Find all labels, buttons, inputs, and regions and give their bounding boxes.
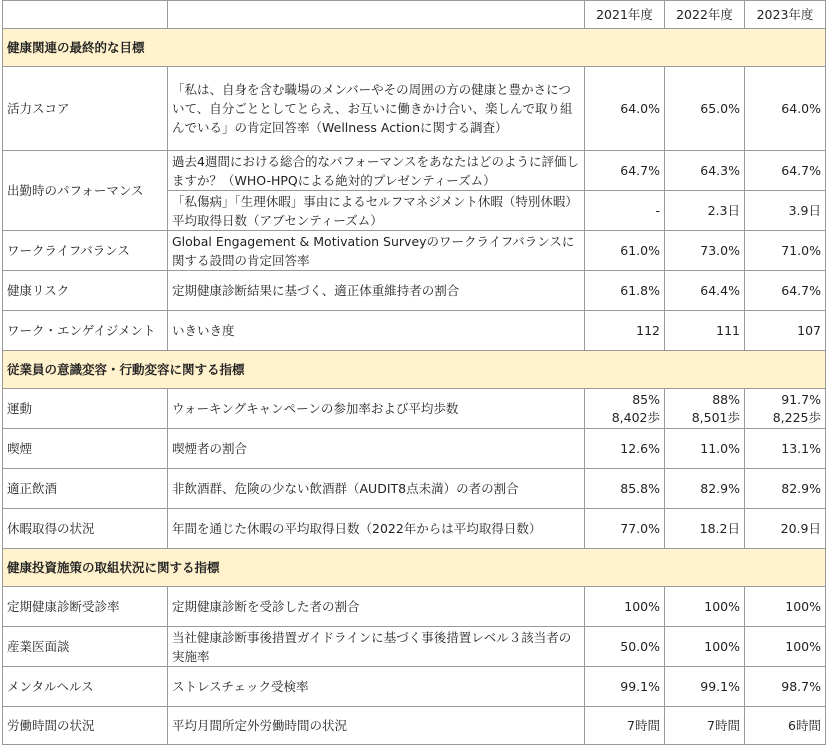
row-value xyxy=(745,389,826,429)
table-row xyxy=(3,271,826,311)
row-description: 非飲酒群、危険の少ない飲酒群（AUDIT8点未満）の者の割合 xyxy=(168,469,585,509)
row-value: 64.7% xyxy=(745,151,826,191)
row-description: Global Engagement & Motivation Surveyのワークライフバランスに関する設問の肯定回答率 xyxy=(168,231,585,271)
row-value: 100% xyxy=(745,587,826,627)
row-value xyxy=(585,389,665,429)
row-category: 産業医面談 xyxy=(3,627,168,667)
row-category: 健康リスク xyxy=(3,271,168,311)
participation-rate: 91.7% xyxy=(781,391,821,407)
row-value: 50.0% xyxy=(585,627,665,667)
row-value: 107 xyxy=(745,311,826,351)
row-value: 6時間 xyxy=(745,707,826,745)
table-row xyxy=(3,151,826,191)
table-row xyxy=(3,509,826,549)
table-row xyxy=(3,429,826,469)
row-category: 喫煙 xyxy=(3,429,168,469)
row-category: ワーク・エンゲイジメント xyxy=(3,311,168,351)
table-row xyxy=(3,667,826,707)
participation-rate: 88% xyxy=(712,391,740,407)
row-category: 適正飲酒 xyxy=(3,469,168,509)
row-description: 「私は、自身を含む職場のメンバーやその周囲の方の健康と豊かさについて、自分ごととしてとらえ、お互いに働きかけ合い、楽しんで取り組んでいる」の肯定回答率（Wellness Actionに関する調査） xyxy=(168,67,585,151)
section-header xyxy=(3,549,826,587)
table-row xyxy=(3,587,826,627)
table-row xyxy=(3,389,826,429)
row-value: 111 xyxy=(665,311,745,351)
average-steps: 8,402歩 xyxy=(611,409,660,425)
row-value: 112 xyxy=(585,311,665,351)
section-header xyxy=(3,29,826,67)
row-value: 18.2日 xyxy=(665,509,745,549)
average-steps: 8,501歩 xyxy=(691,409,740,425)
row-value: 100% xyxy=(665,587,745,627)
year-header: 2023年度 xyxy=(745,1,826,29)
section-title: 健康投資施策の取組状況に関する指標 xyxy=(3,549,826,587)
row-value: 13.1% xyxy=(745,429,826,469)
row-value: - xyxy=(585,191,665,231)
row-description: 定期健康診断を受診した者の割合 xyxy=(168,587,585,627)
row-description: ウォーキングキャンペーンの参加率および平均歩数 xyxy=(168,389,585,429)
row-value: 64.4% xyxy=(665,271,745,311)
table-row xyxy=(3,67,826,151)
table-row xyxy=(3,311,826,351)
row-category: ワークライフバランス xyxy=(3,231,168,271)
year-header: 2022年度 xyxy=(665,1,745,29)
row-value xyxy=(665,389,745,429)
row-description: いきいき度 xyxy=(168,311,585,351)
row-value: 64.7% xyxy=(585,151,665,191)
section-header xyxy=(3,351,826,389)
table-row xyxy=(3,469,826,509)
row-description: 年間を通じた休暇の平均取得日数（2022年からは平均取得日数） xyxy=(168,509,585,549)
table-row xyxy=(3,627,826,667)
row-value: 82.9% xyxy=(745,469,826,509)
row-category: 出勤時のパフォーマンス xyxy=(3,151,168,231)
header-row xyxy=(3,1,826,29)
row-value: 99.1% xyxy=(665,667,745,707)
header-empty xyxy=(3,1,168,29)
row-description: 喫煙者の割合 xyxy=(168,429,585,469)
row-category: 活力スコア xyxy=(3,67,168,151)
health-indicators-table xyxy=(2,0,826,745)
row-value: 71.0% xyxy=(745,231,826,271)
row-category: 定期健康診断受診率 xyxy=(3,587,168,627)
section-title: 健康関連の最終的な目標 xyxy=(3,29,826,67)
row-value: 2.3日 xyxy=(665,191,745,231)
row-value: 85.8% xyxy=(585,469,665,509)
average-steps: 8,225歩 xyxy=(772,409,821,425)
row-description: 「私傷病」「生理休暇」事由によるセルフマネジメント休暇（特別休暇）平均取得日数（アブセンティーズム） xyxy=(168,191,585,231)
row-description: 定期健康診断結果に基づく、適正体重維持者の割合 xyxy=(168,271,585,311)
row-value: 100% xyxy=(585,587,665,627)
row-value: 3.9日 xyxy=(745,191,826,231)
row-category: 労働時間の状況 xyxy=(3,707,168,745)
row-value: 98.7% xyxy=(745,667,826,707)
table-row xyxy=(3,707,826,745)
row-value: 11.0% xyxy=(665,429,745,469)
row-value: 64.0% xyxy=(585,67,665,151)
row-value: 20.9日 xyxy=(745,509,826,549)
year-header: 2021年度 xyxy=(585,1,665,29)
row-value: 100% xyxy=(745,627,826,667)
participation-rate: 85% xyxy=(632,391,660,407)
row-value: 61.0% xyxy=(585,231,665,271)
row-value: 7時間 xyxy=(665,707,745,745)
row-value: 12.6% xyxy=(585,429,665,469)
row-description: 平均月間所定外労働時間の状況 xyxy=(168,707,585,745)
row-description: 過去4週間における総合的なパフォーマンスをあなたはどのように評価しますか？（WHO-HPQによる絶対的プレゼンティーズム） xyxy=(168,151,585,191)
row-value: 64.7% xyxy=(745,271,826,311)
row-value: 61.8% xyxy=(585,271,665,311)
header-empty xyxy=(168,1,585,29)
row-value: 64.3% xyxy=(665,151,745,191)
table-row xyxy=(3,231,826,271)
row-value: 77.0% xyxy=(585,509,665,549)
row-value: 65.0% xyxy=(665,67,745,151)
row-value: 99.1% xyxy=(585,667,665,707)
row-category: 休暇取得の状況 xyxy=(3,509,168,549)
row-description: 当社健康診断事後措置ガイドラインに基づく事後措置レベル３該当者の実施率 xyxy=(168,627,585,667)
section-title: 従業員の意識変容・行動変容に関する指標 xyxy=(3,351,826,389)
row-value: 73.0% xyxy=(665,231,745,271)
row-value: 100% xyxy=(665,627,745,667)
row-description: ストレスチェック受検率 xyxy=(168,667,585,707)
row-value: 64.0% xyxy=(745,67,826,151)
row-value: 7時間 xyxy=(585,707,665,745)
row-category: 運動 xyxy=(3,389,168,429)
row-category: メンタルヘルス xyxy=(3,667,168,707)
row-value: 82.9% xyxy=(665,469,745,509)
